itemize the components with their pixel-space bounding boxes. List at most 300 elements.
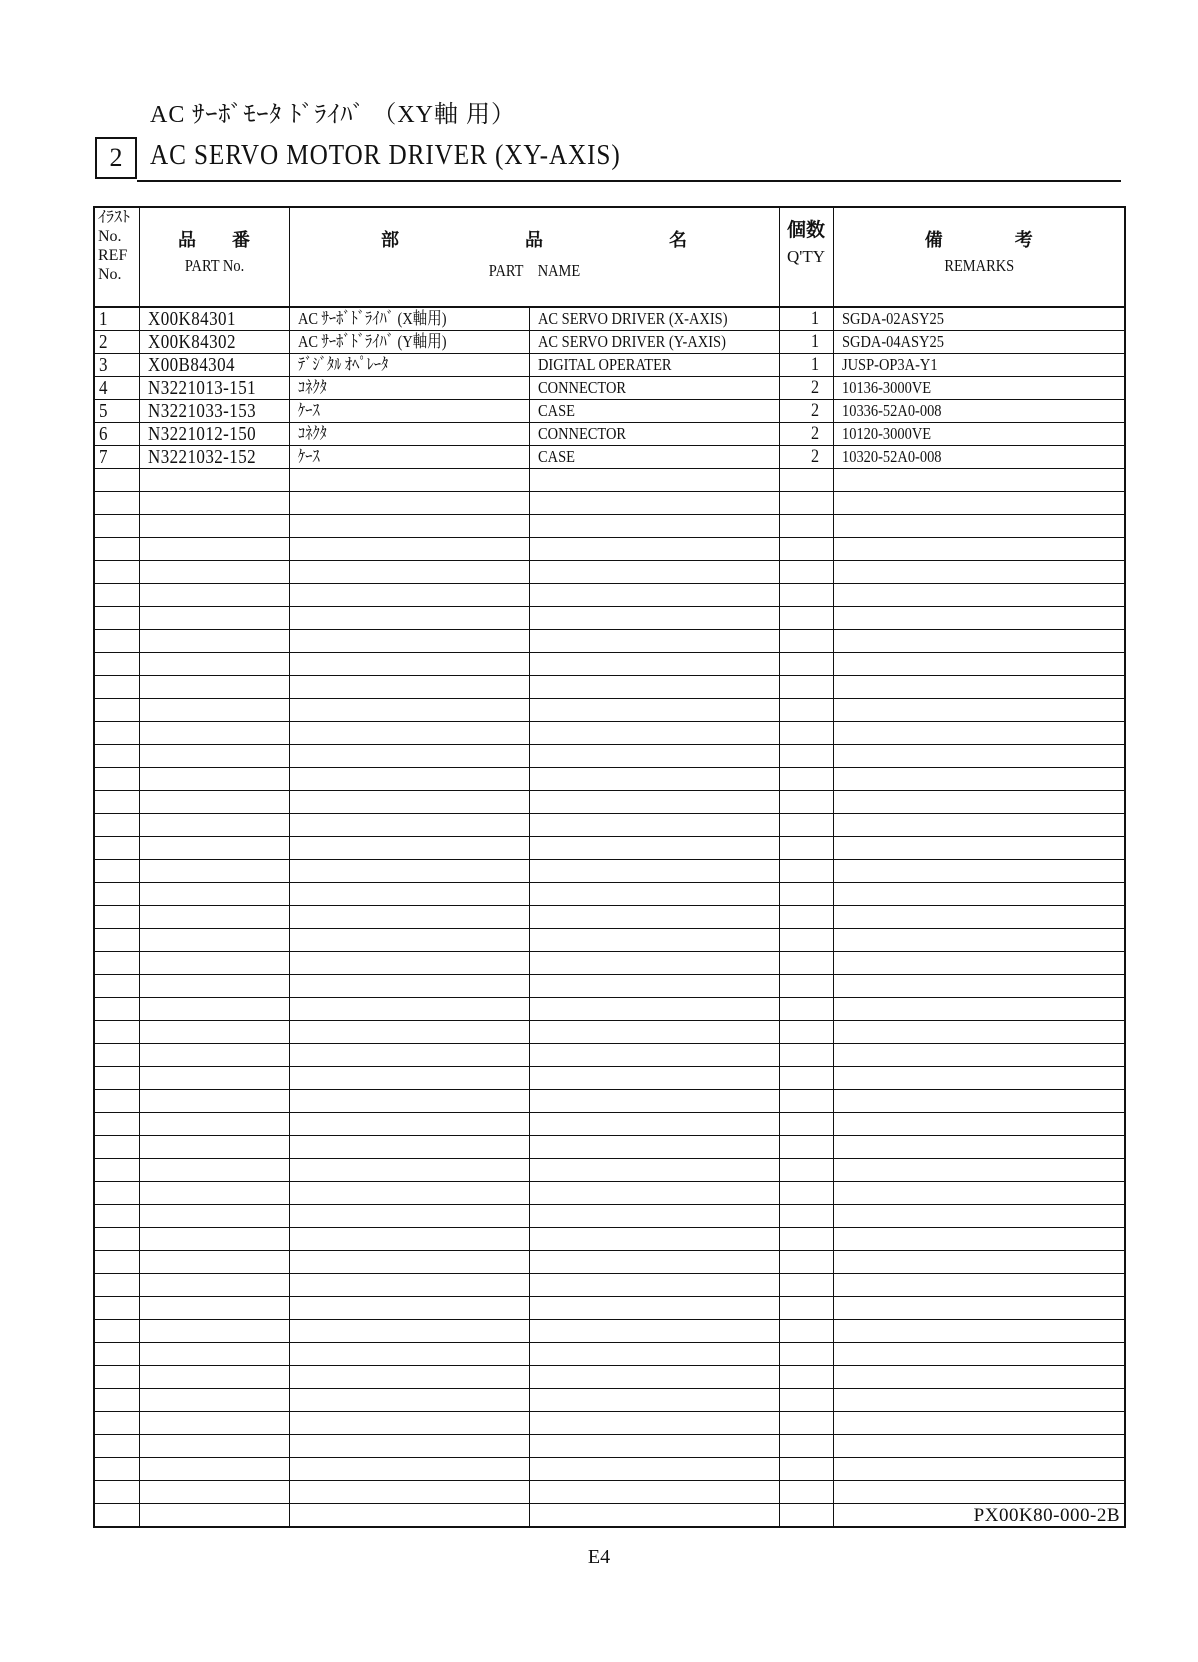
table-row (94, 607, 1125, 630)
row-part-name-jp (289, 607, 529, 630)
row-part-name-jp (289, 400, 529, 423)
row-part-name-jp (289, 1412, 529, 1435)
header-part-no-en: PART No. (184, 256, 244, 275)
row-part-number (139, 1435, 289, 1458)
row-ref-cell (94, 584, 139, 607)
row-remarks (833, 1435, 1125, 1458)
header-ref-line: No. (98, 266, 122, 283)
row-ref-cell (94, 1159, 139, 1182)
row-quantity (779, 929, 833, 952)
row-part-name-en (529, 1274, 779, 1297)
row-part-number (139, 492, 289, 515)
row-part-number (139, 469, 289, 492)
row-part-name-en (529, 1297, 779, 1320)
row-part-name-jp (289, 538, 529, 561)
table-row (94, 952, 1125, 975)
row-part-number (139, 837, 289, 860)
row-ref-cell (94, 1343, 139, 1366)
header-qty-jp: 個数 (786, 220, 825, 241)
row-ref-cell (94, 1090, 139, 1113)
row-part-name-jp-text: ｺﾈｸﾀ (297, 424, 327, 443)
row-part-name-en (529, 975, 779, 998)
row-remarks (833, 1021, 1125, 1044)
row-remarks (833, 1412, 1125, 1435)
row-part-number (139, 423, 289, 446)
row-ref-cell (94, 699, 139, 722)
row-part-number (139, 745, 289, 768)
row-part-number (139, 1481, 289, 1504)
header-part-name-jp: 部 品 名 (381, 230, 687, 250)
row-remarks (833, 952, 1125, 975)
row-quantity (779, 1159, 833, 1182)
row-ref-cell (94, 515, 139, 538)
row-part-number (139, 1366, 289, 1389)
title-english: AC SERVO MOTOR DRIVER (XY-AXIS) (150, 140, 621, 171)
row-part-name-jp (289, 307, 529, 331)
row-part-name-en (529, 1136, 779, 1159)
table-row (94, 1044, 1125, 1067)
row-part-name-jp (289, 745, 529, 768)
row-ref-cell (94, 1458, 139, 1481)
row-ref-cell (94, 1205, 139, 1228)
row-ref-cell (94, 998, 139, 1021)
row-remarks (833, 860, 1125, 883)
table-row (94, 492, 1125, 515)
row-ref-cell (94, 469, 139, 492)
row-quantity (779, 1412, 833, 1435)
row-remarks-text: JUSP-OP3A-Y1 (841, 355, 938, 374)
row-part-name-en (529, 1366, 779, 1389)
row-ref-cell (94, 1274, 139, 1297)
row-part-name-en (529, 1182, 779, 1205)
row-remarks-text: SGDA-04ASY25 (841, 332, 944, 351)
row-remarks (833, 745, 1125, 768)
row-part-name-en (529, 515, 779, 538)
row-part-number-text: N3221032-152 (147, 446, 256, 468)
row-remarks (833, 1389, 1125, 1412)
row-part-name-jp (289, 1343, 529, 1366)
row-quantity (779, 1205, 833, 1228)
row-remarks (833, 1113, 1125, 1136)
row-part-number-text: X00K84302 (147, 331, 236, 353)
row-part-number (139, 929, 289, 952)
row-ref-cell (94, 791, 139, 814)
row-quantity (779, 1044, 833, 1067)
row-part-number (139, 1067, 289, 1090)
row-quantity (779, 1481, 833, 1504)
row-ref-cell (94, 331, 139, 354)
table-row (94, 584, 1125, 607)
row-remarks (833, 607, 1125, 630)
row-part-name-jp (289, 1251, 529, 1274)
row-part-number (139, 653, 289, 676)
row-remarks-text: 10336-52A0-008 (841, 401, 942, 420)
row-part-number (139, 860, 289, 883)
row-quantity (779, 1021, 833, 1044)
row-remarks (833, 998, 1125, 1021)
row-remarks (833, 400, 1125, 423)
table-row (94, 837, 1125, 860)
row-part-name-en (529, 745, 779, 768)
row-ref-cell (94, 653, 139, 676)
row-part-name-en (529, 1090, 779, 1113)
row-ref-cell (94, 722, 139, 745)
row-quantity (779, 883, 833, 906)
table-row (94, 1205, 1125, 1228)
row-remarks (833, 1228, 1125, 1251)
row-part-name-en (529, 906, 779, 929)
row-part-number (139, 952, 289, 975)
row-part-number-text: N3221033-153 (147, 400, 256, 422)
row-part-number (139, 1044, 289, 1067)
table-row (94, 1320, 1125, 1343)
row-part-name-jp (289, 699, 529, 722)
row-part-name-en (529, 1113, 779, 1136)
row-quantity (779, 584, 833, 607)
row-part-name-jp (289, 1205, 529, 1228)
table-row (94, 1228, 1125, 1251)
table-row (94, 653, 1125, 676)
table-row (94, 1159, 1125, 1182)
row-part-name-en (529, 1044, 779, 1067)
row-remarks (833, 1251, 1125, 1274)
header-remarks (833, 207, 1125, 307)
row-remarks (833, 1274, 1125, 1297)
row-part-name-en (529, 883, 779, 906)
row-quantity (779, 768, 833, 791)
row-quantity-text: 1 (811, 308, 820, 329)
row-part-number (139, 1320, 289, 1343)
header-remarks-jp: 備 考 (924, 230, 1033, 250)
row-part-name-jp (289, 1182, 529, 1205)
row-ref-cell (94, 768, 139, 791)
table-row (94, 469, 1125, 492)
row-remarks (833, 906, 1125, 929)
row-part-name-jp (289, 1136, 529, 1159)
row-part-name-en (529, 791, 779, 814)
row-part-name-jp (289, 331, 529, 354)
row-part-number (139, 883, 289, 906)
row-quantity (779, 975, 833, 998)
row-part-name-en-text: CONNECTOR (537, 378, 626, 397)
row-part-name-en (529, 1067, 779, 1090)
row-quantity (779, 653, 833, 676)
table-header-row (94, 207, 1125, 307)
row-part-number (139, 998, 289, 1021)
row-quantity (779, 377, 833, 400)
row-remarks (833, 1136, 1125, 1159)
row-part-name-jp-text: ｺﾈｸﾀ (297, 378, 327, 397)
row-ref-cell (94, 446, 139, 469)
row-part-number (139, 446, 289, 469)
row-part-name-jp (289, 1435, 529, 1458)
row-ref-cell-text: 7 (99, 446, 108, 468)
row-part-name-en (529, 1504, 779, 1528)
table-row (94, 883, 1125, 906)
row-ref-cell (94, 400, 139, 423)
row-remarks (833, 423, 1125, 446)
row-part-name-jp-text: AC ｻｰﾎﾞﾄﾞﾗｲﾊﾞ (Y軸用) (297, 332, 447, 351)
row-quantity (779, 469, 833, 492)
row-ref-cell-text: 5 (99, 400, 108, 422)
row-ref-cell (94, 906, 139, 929)
row-part-name-en (529, 676, 779, 699)
table-row (94, 1343, 1125, 1366)
row-quantity-text: 2 (811, 377, 820, 398)
table-row (94, 745, 1125, 768)
row-part-name-jp (289, 768, 529, 791)
row-ref-cell (94, 745, 139, 768)
row-remarks (833, 837, 1125, 860)
row-part-number (139, 1136, 289, 1159)
row-remarks (833, 653, 1125, 676)
table-row (94, 699, 1125, 722)
row-remarks-text: SGDA-02ASY25 (841, 309, 944, 328)
row-quantity (779, 1274, 833, 1297)
row-quantity (779, 1113, 833, 1136)
row-quantity (779, 400, 833, 423)
row-part-name-jp (289, 561, 529, 584)
row-part-name-en (529, 860, 779, 883)
row-part-name-en (529, 400, 779, 423)
row-quantity (779, 791, 833, 814)
row-part-number (139, 722, 289, 745)
row-part-name-jp-text: ﾃﾞｼﾞﾀﾙ ｵﾍﾟﾚｰﾀ (297, 355, 388, 374)
row-part-number (139, 1021, 289, 1044)
table-row (94, 307, 1125, 331)
row-part-name-en (529, 998, 779, 1021)
row-part-name-jp (289, 1044, 529, 1067)
row-part-name-jp (289, 1481, 529, 1504)
row-quantity (779, 1251, 833, 1274)
row-part-name-en-text: CONNECTOR (537, 424, 626, 443)
row-part-name-en (529, 929, 779, 952)
row-quantity (779, 1366, 833, 1389)
table-row (94, 1297, 1125, 1320)
table-row (94, 1458, 1125, 1481)
row-part-name-jp (289, 515, 529, 538)
row-remarks (833, 768, 1125, 791)
row-quantity (779, 722, 833, 745)
row-remarks (833, 814, 1125, 837)
row-part-name-en-text: AC SERVO DRIVER (X-AXIS) (537, 309, 728, 328)
row-part-name-en (529, 1320, 779, 1343)
row-part-name-en-text: AC SERVO DRIVER (Y-AXIS) (537, 332, 726, 351)
row-part-name-en (529, 561, 779, 584)
row-quantity-text: 2 (811, 400, 820, 421)
row-part-name-en (529, 952, 779, 975)
header-ref (94, 207, 139, 307)
row-quantity (779, 1182, 833, 1205)
row-part-name-jp (289, 423, 529, 446)
document-code: PX00K80-000-2B (973, 1505, 1120, 1526)
row-part-name-jp (289, 1228, 529, 1251)
row-quantity (779, 630, 833, 653)
row-part-name-jp-text: ｹｰｽ (297, 401, 320, 420)
row-part-number (139, 561, 289, 584)
row-part-number (139, 607, 289, 630)
row-remarks (833, 354, 1125, 377)
row-quantity (779, 354, 833, 377)
header-part-name-en: PART NAME (488, 261, 580, 280)
title-japanese: AC ｻｰﾎﾞﾓｰﾀ ﾄﾞﾗｲﾊﾞ （XY軸 用） (150, 102, 517, 128)
row-part-number (139, 307, 289, 331)
row-remarks-text: 10136-3000VE (841, 378, 931, 397)
table-row (94, 377, 1125, 400)
table-row (94, 1366, 1125, 1389)
row-remarks (833, 699, 1125, 722)
row-ref-cell (94, 630, 139, 653)
row-remarks (833, 1343, 1125, 1366)
row-ref-cell (94, 561, 139, 584)
row-remarks (833, 1182, 1125, 1205)
row-remarks (833, 1090, 1125, 1113)
row-part-number (139, 1228, 289, 1251)
row-part-number (139, 1113, 289, 1136)
row-part-name-jp (289, 975, 529, 998)
row-part-number (139, 1274, 289, 1297)
table-row (94, 906, 1125, 929)
row-remarks (833, 377, 1125, 400)
row-part-name-en (529, 1251, 779, 1274)
row-part-number-text: N3221013-151 (147, 377, 256, 399)
row-part-number (139, 538, 289, 561)
row-quantity (779, 1090, 833, 1113)
row-part-name-en (529, 1159, 779, 1182)
row-ref-cell (94, 975, 139, 998)
row-part-number (139, 354, 289, 377)
row-part-name-jp (289, 446, 529, 469)
row-part-number (139, 1412, 289, 1435)
row-ref-cell (94, 607, 139, 630)
row-part-name-jp (289, 630, 529, 653)
row-remarks (833, 515, 1125, 538)
row-part-number (139, 1205, 289, 1228)
header-ref-line: No. (98, 228, 122, 245)
row-quantity-text: 1 (811, 331, 820, 352)
row-remarks (833, 561, 1125, 584)
row-part-name-en-text: CASE (537, 401, 575, 420)
row-quantity (779, 906, 833, 929)
table-row (94, 423, 1125, 446)
table-row (94, 446, 1125, 469)
row-ref-cell-text: 4 (99, 377, 108, 399)
row-ref-cell-text: 2 (99, 331, 108, 353)
row-quantity (779, 676, 833, 699)
title-underline (137, 180, 1121, 182)
row-part-number (139, 1458, 289, 1481)
row-part-name-en (529, 722, 779, 745)
row-part-number (139, 1389, 289, 1412)
header-part-no (139, 207, 289, 307)
row-part-name-en (529, 814, 779, 837)
table-row (94, 1274, 1125, 1297)
row-part-name-en (529, 653, 779, 676)
row-part-number (139, 1297, 289, 1320)
row-remarks (833, 469, 1125, 492)
row-part-name-jp (289, 837, 529, 860)
row-part-name-en-text: DIGITAL OPERATER (537, 355, 672, 374)
row-part-name-jp (289, 1067, 529, 1090)
row-part-name-en (529, 607, 779, 630)
row-part-name-en-text: CASE (537, 447, 575, 466)
row-ref-cell (94, 1504, 139, 1528)
row-ref-cell (94, 1228, 139, 1251)
row-quantity (779, 307, 833, 331)
table-row (94, 561, 1125, 584)
row-ref-cell (94, 538, 139, 561)
header-ref-line: ｲﾗｽﾄ (98, 209, 131, 226)
row-part-number (139, 1343, 289, 1366)
row-part-number (139, 791, 289, 814)
row-quantity (779, 1458, 833, 1481)
table-row (94, 1021, 1125, 1044)
row-remarks (833, 446, 1125, 469)
table-row (94, 1504, 1125, 1528)
table-row (94, 768, 1125, 791)
row-part-name-jp (289, 1159, 529, 1182)
row-part-name-en (529, 469, 779, 492)
row-quantity (779, 331, 833, 354)
table-row (94, 791, 1125, 814)
row-part-number (139, 377, 289, 400)
row-remarks (833, 1366, 1125, 1389)
row-ref-cell (94, 307, 139, 331)
row-quantity (779, 1297, 833, 1320)
row-ref-cell (94, 1481, 139, 1504)
row-part-name-en (529, 331, 779, 354)
row-part-name-en (529, 307, 779, 331)
row-remarks-text: 10320-52A0-008 (841, 447, 942, 466)
row-part-name-jp (289, 906, 529, 929)
table-row (94, 538, 1125, 561)
row-remarks (833, 929, 1125, 952)
row-part-number (139, 1090, 289, 1113)
row-part-name-en (529, 1205, 779, 1228)
table-row (94, 1136, 1125, 1159)
table-row (94, 1090, 1125, 1113)
row-part-number (139, 630, 289, 653)
row-part-name-jp (289, 584, 529, 607)
row-part-number (139, 975, 289, 998)
row-part-name-jp (289, 952, 529, 975)
row-quantity (779, 561, 833, 584)
table-row (94, 1067, 1125, 1090)
page-number: E4 (587, 1546, 611, 1568)
row-part-name-jp (289, 722, 529, 745)
row-part-number (139, 584, 289, 607)
row-part-name-en (529, 630, 779, 653)
row-part-name-jp (289, 1113, 529, 1136)
row-remarks (833, 1320, 1125, 1343)
row-part-name-en (529, 538, 779, 561)
row-ref-cell (94, 814, 139, 837)
table-row (94, 929, 1125, 952)
row-ref-cell (94, 1044, 139, 1067)
row-quantity (779, 1343, 833, 1366)
row-quantity (779, 1435, 833, 1458)
header-qty (779, 207, 833, 307)
row-quantity (779, 860, 833, 883)
row-part-number (139, 699, 289, 722)
row-part-name-jp (289, 998, 529, 1021)
row-part-name-jp (289, 1458, 529, 1481)
row-ref-cell (94, 929, 139, 952)
row-part-name-en (529, 377, 779, 400)
row-ref-cell (94, 676, 139, 699)
table-row (94, 814, 1125, 837)
row-ref-cell (94, 1113, 139, 1136)
